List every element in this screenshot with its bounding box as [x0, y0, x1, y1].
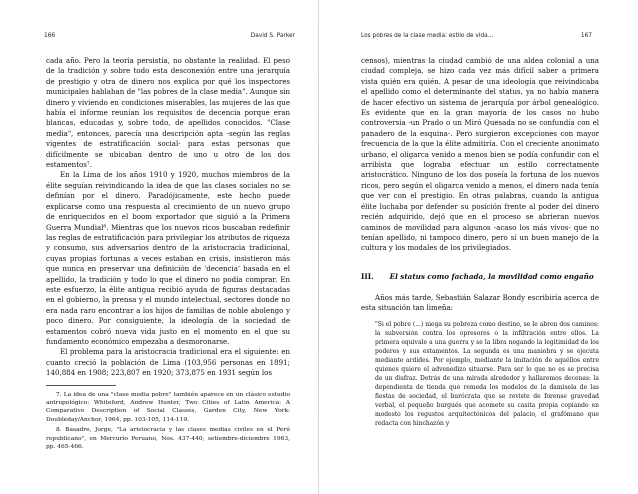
right-running-head: Los pobres de la clase media: estilo de vida... [361, 33, 494, 39]
left-paragraph-1: cada año. Pero la teoría persistía, no obstante la realidad. El peso de la tradición y sobre todo esta desconexión entre una jerarquía de prestigio y otra de dinero nos explica por qué los inspectores municipales hablaban de "las pobres de la clase media". Aunque sin dinero y viviendo en condiciones miserables, las mujeres de las que había el informe reunían los requisitos de decencia porque eran blancas, educadas y, sobre todo, de apellidos conocidos. "Clase media", entonces, parecía una descripción apta -según las reglas vigentes de estratificación social- para estas personas que difícilmente se ubicaban dentro de uno u otro de los dos estamentos⁷. [46, 56, 290, 170]
right-page [319, 0, 638, 494]
footnote-8: 8. Basadre, Jorge, "La aristocracia y las clases medias civiles en el Perú republicano", en Mercurio Peruano, Nos. 437-440, setiembre-diciembre 1963, pp. 465-466. [46, 427, 290, 451]
right-paragraph-1: censos), mientras la ciudad cambió de una aldea colonial a una ciudad compleja, se hizo cada vez más difícil saber a primera vista quién era quién. A pesar de una ideología que reivindicaba el apellido como el determinante del status, ya no había manera de hacer efectivo un sistema de jerarquía por árbol genealógico. Es evidente que en la gran mayoría de los casos no hubo controversia -un Prado o un Miró Quesada no se confundía con el panadero de la esquina-. Pero surgieron excepciones con mayor frecuencia de la que la élite admitiría. Con el creciente anonimato urbano, el oligarca venido a menos bien se podía confundir con el arribista que lograba efectuar un estilo correctamente aristocrático. Ninguno de los dos poseía la fortuna de los nuevos ricos, pero según el oligarca venido a menos, el dinero nada tenía que ver con el prestigio. En otras palabras, cuando la antigua élite luchaba por defender su posición frente al poder del dinero recién adquirido, dejó que en el proceso se abrieran nuevos caminos de movilidad para algunos -acaso los más vivos- que no tenían apellido, ni tampoco dinero, pero sí un buen manejo de la cultura y los modales de los privilegiados. [361, 56, 599, 253]
section-title: El status como fachada, la movilidad como engaño [389, 271, 594, 281]
section-number: III. [361, 271, 374, 281]
footnote-7: 7. La idea de una "clase media pobre" también aparece en un clásico estudio antropológico: Whiteford, Andrew Hunter, Two Cities of Latin America: A Comparative Description of Social Classes, Garden City, New York: Doubleday/Anchor, 1964, pp. 103-105, 114-119. [46, 391, 290, 423]
left-paragraph-2: En la Lima de los años 1910 y 1920, muchos miembros de la élite seguían reivindicando la idea de que las clases sociales no se definían por el dinero. Paradójicamente, este hecho puede explicarse como una respuesta al crecimiento de un nuevo grupo de enriquecidos en el boom exportador que siguió a la Primera Guerra Mundial⁸. Mientras que los nuevos ricos buscaban redefinir las reglas de estratificación para privilegiar los atributos de riqueza y consumo, sus adversarios dentro de la aristocracia tradicional, cuyas propias fortunas a veces estaban en crisis, insistieron más que nunca en preservar una definición de 'decencia' basada en el apellido, la tradición y todo lo que el dinero no podía comprar. En este esfuerzo, la élite antigua recibió ayuda de figuras destacadas en el gobierno, la prensa y el mundo intelectual, sectores donde no era nada raro encontrar a los hijos de familias de noble abolengo y poco dinero. Por consiguiente, la ideología de la sociedad de estamentos cobró nueva vida justo en el momento en el que su fundamento económico empezaba a desmoronarse. [46, 170, 290, 346]
left-running-head: David S. Parker [250, 33, 295, 39]
right-paragraph-2: Años más tarde, Sebastián Salazar Bondy escribiría acerca de esta situación tan limeña: [361, 292, 599, 313]
footnote-rule [46, 385, 116, 386]
left-text-column [46, 56, 290, 453]
left-paragraph-3: El problema para la aristocracia tradicional era el siguiente: en cuanto creció la población de Lima (103,956 personas en 1891; 140,884 en 1908; 223,807 en 1920; 373,875 en 1931 según los [46, 347, 290, 378]
block-quote: "Si el pobre (...) niega su pobreza como destino, se le abren dos caminos: la subversión contra los opresores o la infiltración entre ellos. La primera equivale a una guerra y se la libra negando la legitimidad de los poderes y sus estamentos. La segunda es una maniobra y se ejecuta mediante ardides. Por ejemplo, mediante la imitación de aquéllos entre quienes quiere el advenedizo situarse. Para ser lo que no es se precisa de un disfraz. Detrás de una mirada alrededor y hallaremos decenas: la dependienta de tienda que remeda los modelos de la damisela de las fiestas de sociedad, el burócrata que se reviste de forense gravedad verbal, el pequeño burgués que acomete su casita propia copiando en modesto los regustos arquitectónicos del palacio, el grafómano que redacta con hinchazón y [375, 320, 599, 427]
left-page-number: 166 [44, 33, 56, 39]
section-heading [361, 272, 599, 281]
right-page-number: 167 [580, 33, 592, 39]
right-text-column [361, 56, 599, 428]
